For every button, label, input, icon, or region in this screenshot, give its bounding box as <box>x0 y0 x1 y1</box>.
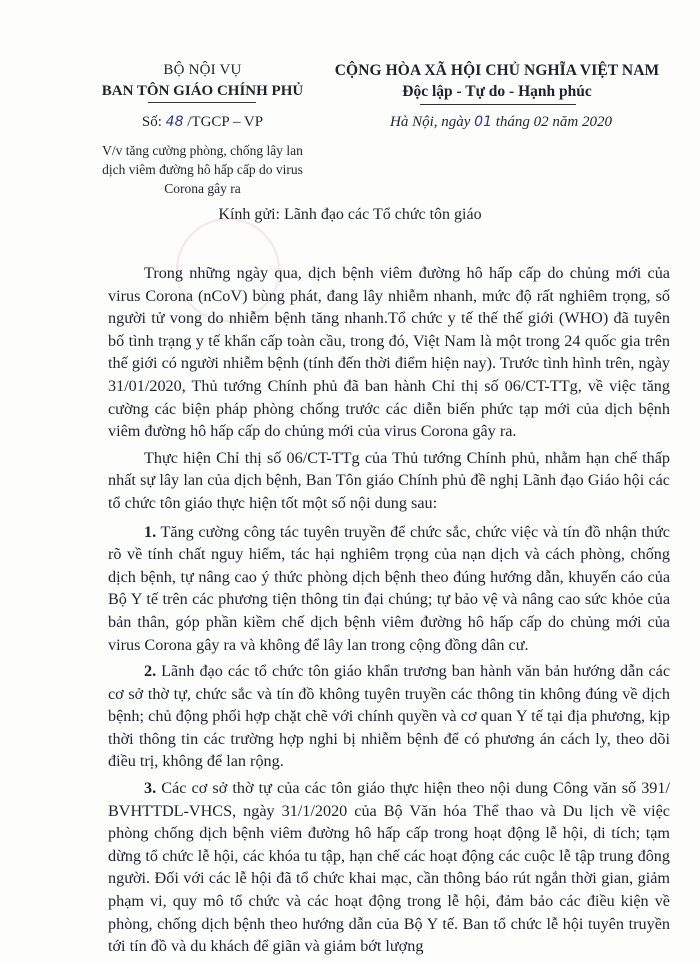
document-subject: V/v tăng cường phòng, chống lây lan dịch viêm đường hô hấp cấp do virus Corona gây ra <box>102 143 303 196</box>
national-motto: Độc lập - Tự do - Hạnh phúc <box>402 83 592 100</box>
doc-number-prefix: Số: <box>141 114 162 130</box>
national-heading <box>332 60 662 102</box>
paragraph-context: Trong những ngày qua, dịch bệnh viêm đường hô hấp cấp do chủng mới của virus Corona (nCoV) bùng phát, đang lây nhiễm nhanh, mức độ rất nghiêm trọng, số người tử vong do nhiễm bệnh tăng nhanh.Tổ chức y tế thế thế giới (WHO) đã tuyên bố tình trạng y tế khẩn cấp toàn cầu, trong đó, Việt Nam là một trong 24 quốc gia trên thế giới có người nhiễm bệnh (tính đến thời điểm hiện nay). Trước tình hình trên, ngày 31/01/2020, Thủ tướng Chính phủ đã ban hành Chỉ thị số 06/CT-TTg, về việc tăng cường các biện pháp phòng chống trước các diễn biến phức tạp mới của dịch bệnh viêm đường hô hấp cấp do chủng mới của virus Corona gây ra. <box>108 264 670 441</box>
item-text: Lãnh đạo các tổ chức tôn giáo khẩn trương ban hành văn bản hướng dẫn các cơ sở thờ tự, chức sắc và tín đồ không tuyên truyền các thông tin không đúng về dịch bệnh; chủ động phối hợp chặt chẽ với chính quyền và cơ quan Y tế tại địa phương, kịp thời thông tin các trường hợp nghi bị nhiễm bệnh để có phương án cách ly, theo dõi điều trị, không để lan rộng. <box>108 662 671 771</box>
date-prefix: Hà Nội, ngày <box>390 114 471 130</box>
ministry-name: BỘ NỘI VỤ <box>163 62 242 78</box>
committee-name: BAN TÔN GIÁO CHÍNH PHỦ <box>101 83 304 99</box>
paragraph-request: Thực hiện Chỉ thị số 06/CT-TTg của Thủ tướng Chính phủ, nhằm hạn chế thấp nhất sự lây lan của dịch bệnh, Ban Tôn giáo Chính phủ đề nghị Lãnh đạo Giáo hội các tổ chức tôn giáo thực hiện tốt một số nội dung sau: <box>108 448 670 512</box>
list-item-1 <box>108 521 670 657</box>
item-number: 3. <box>144 779 157 798</box>
document-number <box>70 112 335 133</box>
date-day-handwritten: 01 <box>474 114 492 130</box>
motto-underline <box>420 104 576 105</box>
issuer-underline <box>148 102 256 103</box>
doc-number-handwritten: 48 <box>165 114 184 130</box>
item-number: 2. <box>144 662 157 681</box>
item-text: Tăng cường công tác tuyên truyền để chức sắc, chức việc và tín đồ nhận thức rõ về tính chất nguy hiểm, tác hại nghiêm trọng của nạn dịch và cách phòng, chống dịch bệnh, tự nâng cao ý thức phòng dịch bệnh theo đúng hướng dẫn, khuyến cáo của Bộ Y tế trên các phương tiện thông tin đại chúng; tự bảo vệ và nâng cao sức khỏe của bản thân, góp phần kiềm chế dịch bệnh viêm đường hô hấp cấp do chủng mới của virus Corona gây ra và không để lây lan trong cộng đồng dân cư. <box>108 522 670 654</box>
date-line <box>390 114 650 131</box>
item-text: Các cơ sở thờ tự của các tôn giáo thực hiện theo nội dung Công văn số 391/ BVHTTDL-VHCS, ngày 31/1/2020 của Bộ Văn hóa Thể thao và Du lịch về việc phòng chống dịch bệnh viêm đường hô hấp cấp trong hoạt động lễ hội, di tích; tạm dừng tổ chức lễ hội, các khóa tu tập, hạn chế các hoạt động các cuộc lễ tập trung đông người. Đối với các lễ hội đã tổ chức khai mạc, cần thông báo rút ngắn thời gian, giảm phạm vi, quy mô tổ chức và các hoạt động trong lễ hội, đảm bảo các điều kiện về phòng, chống dịch bệnh theo hướng dẫn của Bộ Y tế. Ban tổ chức lễ hội tuyên truyền tới tín đồ và du khách để giãn và giảm bớt lượng <box>108 779 670 956</box>
nation-title: CỘNG HÒA XÃ HỘI CHỦ NGHĨA VIỆT NAM <box>334 62 660 79</box>
item-number: 1. <box>144 522 157 541</box>
date-suffix: tháng 02 năm 2020 <box>495 114 612 130</box>
list-item-2 <box>108 660 670 773</box>
recipient-line: Kính gửi: Lãnh đạo các Tổ chức tôn giáo <box>218 206 482 223</box>
doc-number-suffix: /TGCP – VP <box>187 114 264 130</box>
list-item-3 <box>108 777 670 958</box>
issuer-block <box>70 60 335 198</box>
document-body <box>108 262 670 962</box>
